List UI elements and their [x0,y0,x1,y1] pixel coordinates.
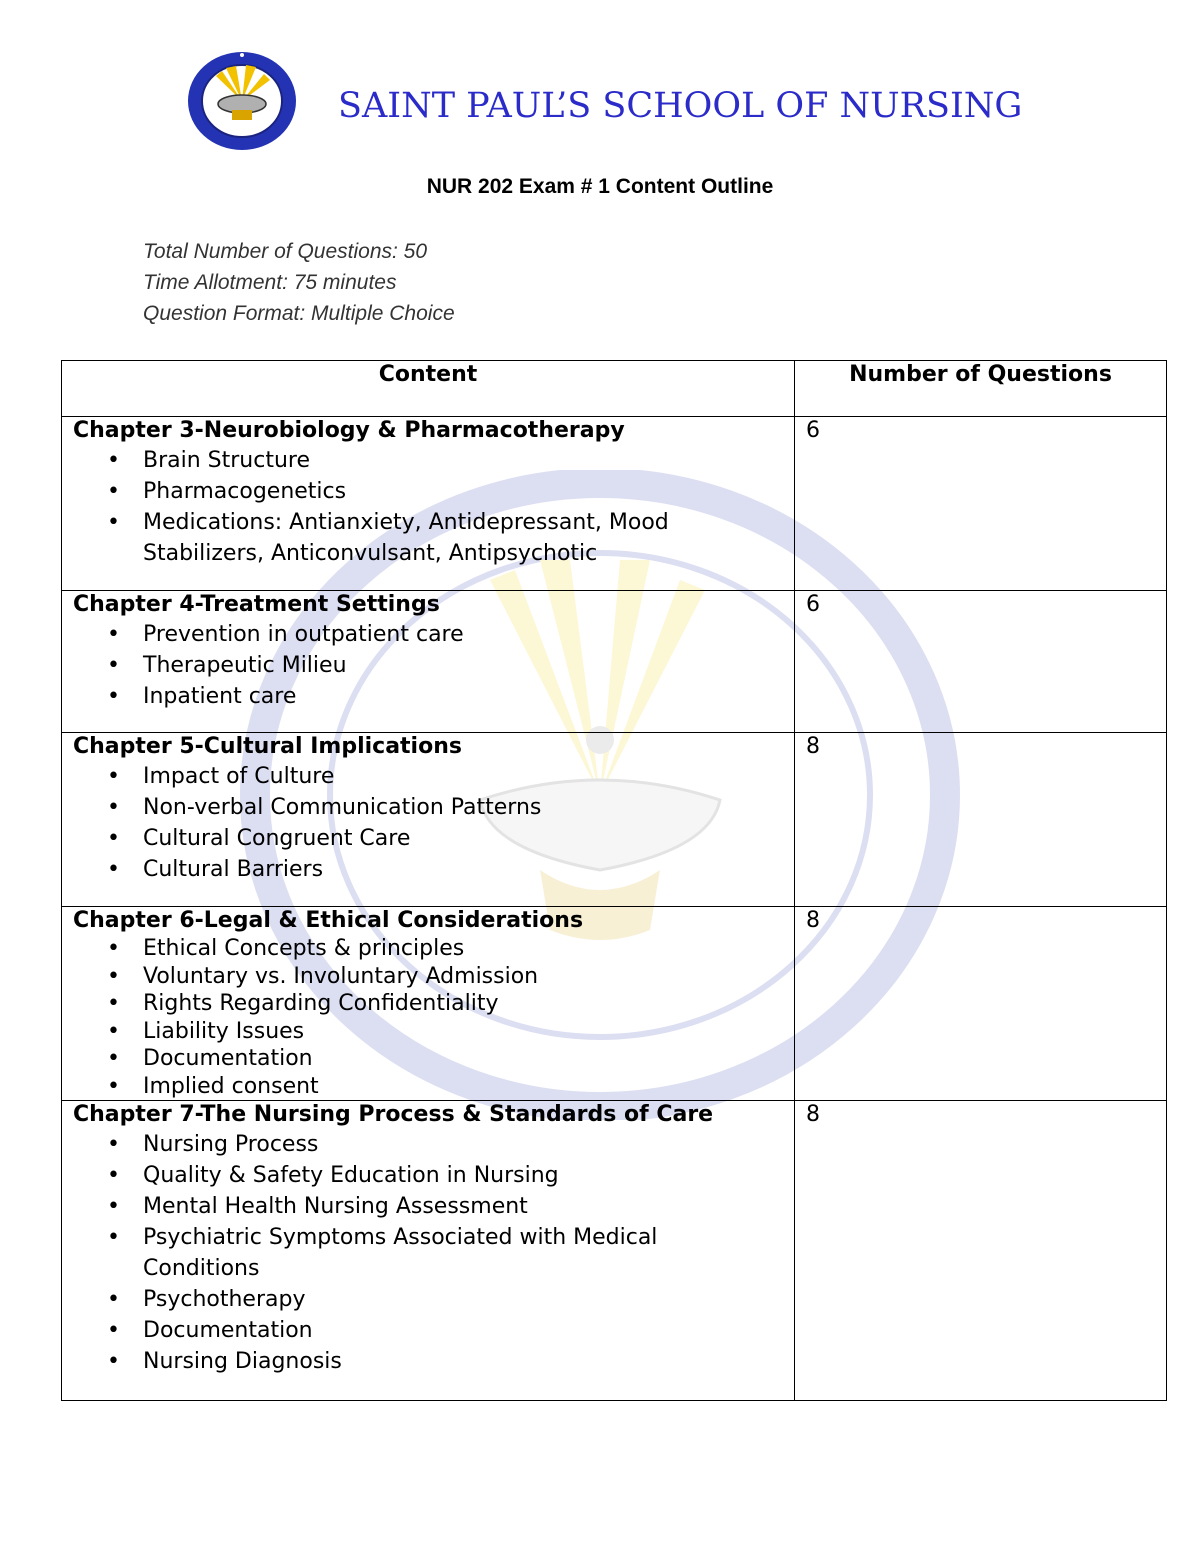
topic-list [62,1129,794,1377]
topic-list [62,761,794,885]
list-item: • Cultural Congruent Care [62,823,794,854]
chapter-title: Chapter 5-Cultural Implications [73,734,462,759]
list-item: • Psychotherapy [62,1284,794,1315]
list-item: • Documentation [62,1045,794,1073]
list-item: • Ethical Concepts & principles [62,935,794,963]
list-item: • Mental Health Nursing Assessment [62,1191,794,1222]
school-logo [186,50,298,152]
list-item: • Quality & Safety Education in Nursing [62,1160,794,1191]
total-questions: Total Number of Questions: 50 [143,240,428,263]
list-item: • Non-verbal Communication Patterns [62,792,794,823]
list-item: • Nursing Process [62,1129,794,1160]
question-count: 8 [806,734,820,759]
list-item: • Psychiatric Symptoms Associated with Medical Conditions [62,1222,794,1284]
topic-list [62,445,794,569]
list-item: • Voluntary vs. Involuntary Admission [62,963,794,991]
school-name: SAINT PAUL’S SCHOOL OF NURSING [338,86,1023,126]
topic-list [62,935,794,1100]
list-item: • Therapeutic Milieu [62,650,794,681]
list-item: • Implied consent [62,1073,794,1101]
table-row [62,907,1167,1101]
list-item: • Brain Structure [62,445,794,476]
table-row [62,1101,1167,1401]
list-item: • Rights Regarding Confidentiality [62,990,794,1018]
list-item: • Nursing Diagnosis [62,1346,794,1377]
table-row [62,733,1167,907]
list-item: • Medications: Antianxiety, Antidepressant, Mood Stabilizers, Anticonvulsant, Antipsychotic [62,507,794,569]
list-item: • Inpatient care [62,681,794,712]
time-allotment: Time Allotment: 75 minutes [143,271,397,294]
question-count: 8 [806,1102,820,1127]
list-item: • Impact of Culture [62,761,794,792]
table-row [62,417,1167,591]
header-number-of-questions: Number of Questions [795,361,1167,417]
exam-meta [143,236,455,329]
question-count: 6 [806,418,820,443]
table-header-row [62,361,1167,417]
list-item: • Cultural Barriers [62,854,794,885]
chapter-title: Chapter 3-Neurobiology & Pharmacotherapy [73,418,625,443]
topic-list [62,619,794,712]
chapter-title: Chapter 4-Treatment Settings [73,592,440,617]
list-item: • Prevention in outpatient care [62,619,794,650]
question-count: 6 [806,592,820,617]
table-row [62,591,1167,733]
question-count: 8 [806,908,820,933]
chapter-title: Chapter 7-The Nursing Process & Standards of Care [73,1102,714,1127]
list-item: • Pharmacogenetics [62,476,794,507]
list-item: • Liability Issues [62,1018,794,1046]
question-format: Question Format: Multiple Choice [143,302,455,325]
content-outline-table [61,360,1167,1401]
document-title: NUR 202 Exam # 1 Content Outline [426,175,774,198]
chapter-title: Chapter 6-Legal & Ethical Considerations [73,908,584,933]
list-item: • Documentation [62,1315,794,1346]
header-content: Content [62,361,795,417]
